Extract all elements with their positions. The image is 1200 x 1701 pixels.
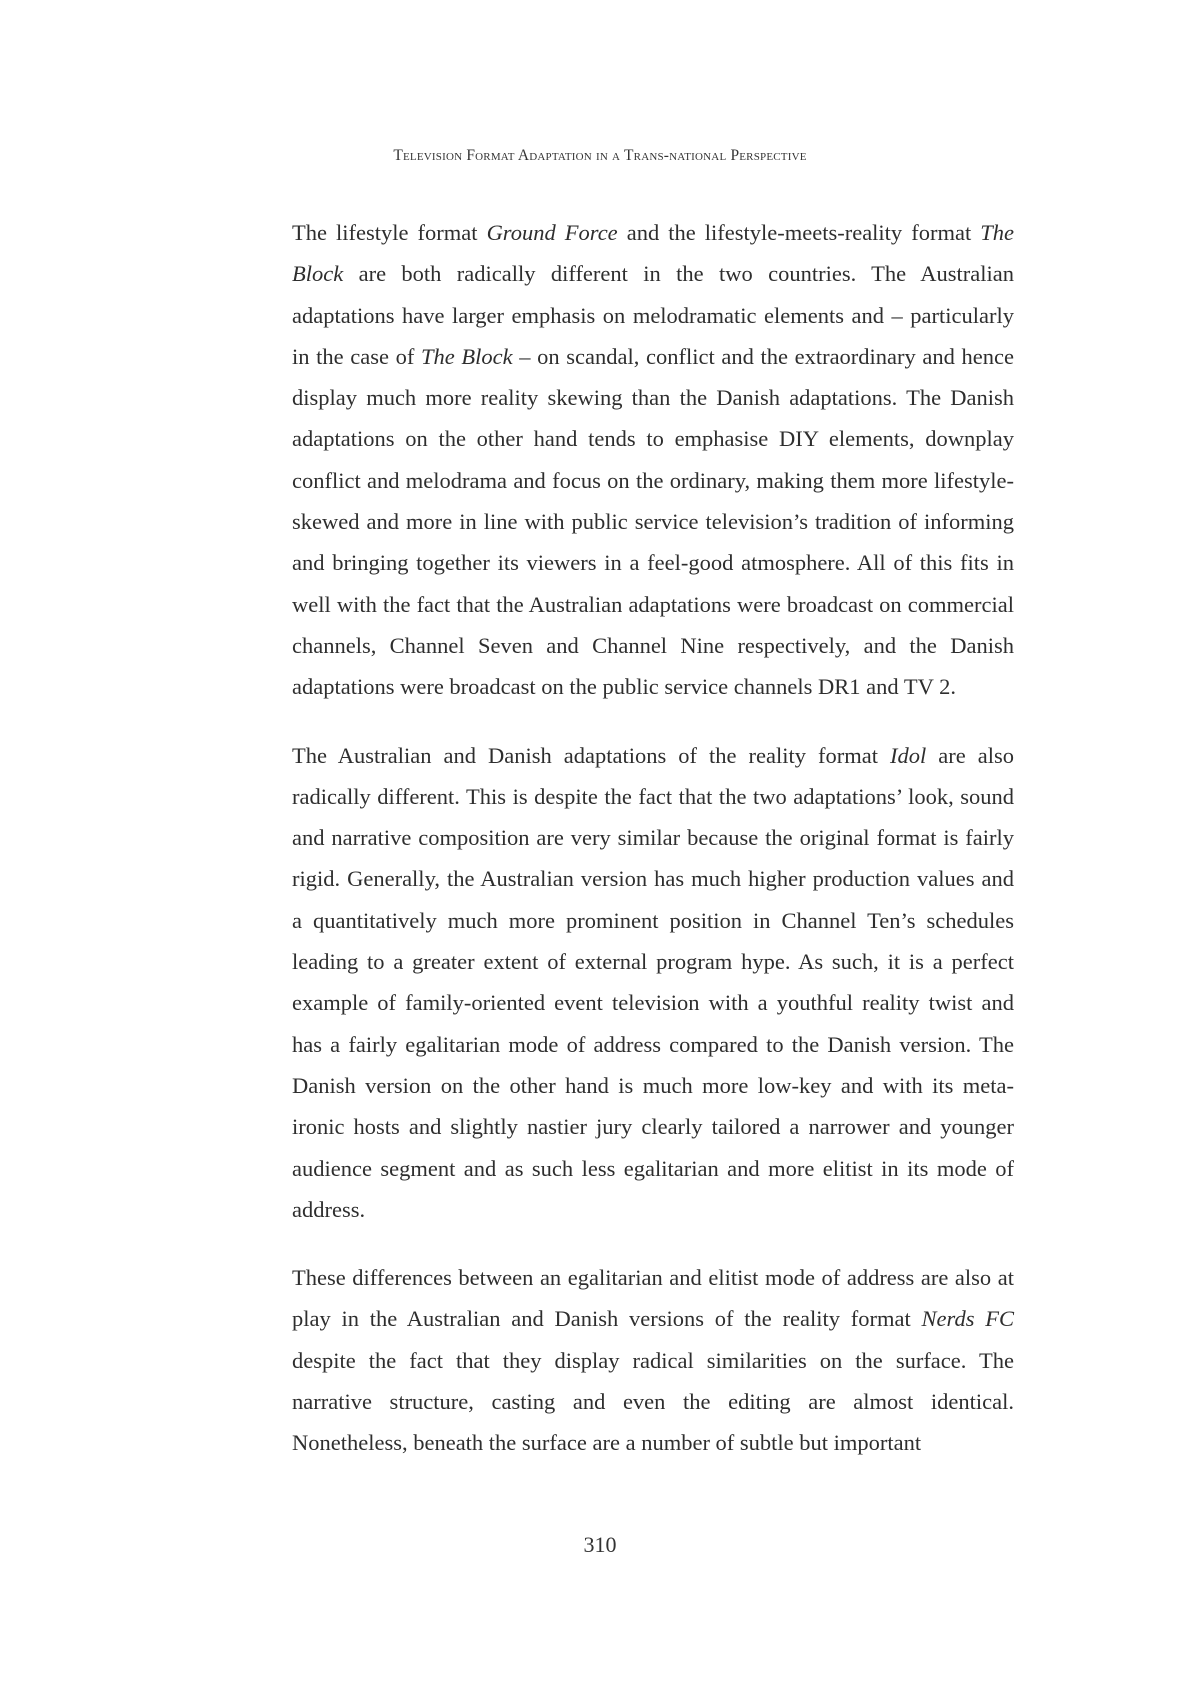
text-run: and the lifestyle-meets-reality format: [617, 220, 981, 245]
text-run: The lifestyle format: [292, 220, 487, 245]
text-run: are both radically different in the two countries. The Australian adaptations have larger emphasis on melodramatic elements and – particularly in the case of: [292, 261, 1014, 369]
body-text: [292, 212, 1014, 1464]
running-header: Television Format Adaptation in a Trans-national Perspective: [393, 147, 807, 164]
paragraph-2: [292, 735, 1014, 1231]
text-run: – on scandal, conflict and the extraordinary and hence display much more reality skewing than the Danish adaptations. The Danish adaptations on the other hand tends to emphasise DIY elements, downplay conflict and melodrama and focus on the ordinary, making them more lifestyle-skewed and more in line with public service television’s tradition of informing and bringing together its viewers in a feel-good atmosphere. All of this fits in well with the fact that the Australian adaptations were broadcast on commercial channels, Channel Seven and Channel Nine respectively, and the Danish adaptations were broadcast on the public service channels DR1 and TV 2.: [292, 343, 1014, 700]
text-run: The Australian and Danish adaptations of the reality format: [292, 742, 890, 768]
paragraph-1: [292, 212, 1014, 708]
italic-title: Idol: [890, 742, 927, 768]
italic-title: The Block: [421, 343, 513, 369]
paragraph-3: [292, 1257, 1014, 1463]
text-run: despite the fact that they display radical similarities on the surface. The narrative structure, casting and even the editing are almost identical. Nonetheless, beneath the surface are a number of subtle but important: [292, 1347, 1014, 1456]
text-run: These differences between an egalitarian and elitist mode of address are also at play in the Australian and Danish versions of the reality format: [292, 1265, 1014, 1332]
text-run: are also radically different. This is despite the fact that the two adaptations’ look, sound and narrative composition are very similar because the original format is fairly rigid. Generally, the Australian version has much higher production values and a quantitatively much more prominent position in Channel Ten’s schedules leading to a greater extent of external program hype. As such, it is a perfect example of family-oriented event television with a youthful reality twist and has a fairly egalitarian mode of address compared to the Danish version. The Danish version on the other hand is much more low-key and with its meta-ironic hosts and slightly nastier jury clearly tailored a narrower and younger audience segment and as such less egalitarian and more elitist in its mode of address.: [292, 742, 1014, 1222]
page-number: 310: [583, 1532, 617, 1557]
italic-title: Ground Force: [486, 220, 618, 245]
italic-title: The Block: [292, 220, 1014, 287]
italic-title: Nerds FC: [921, 1306, 1014, 1332]
